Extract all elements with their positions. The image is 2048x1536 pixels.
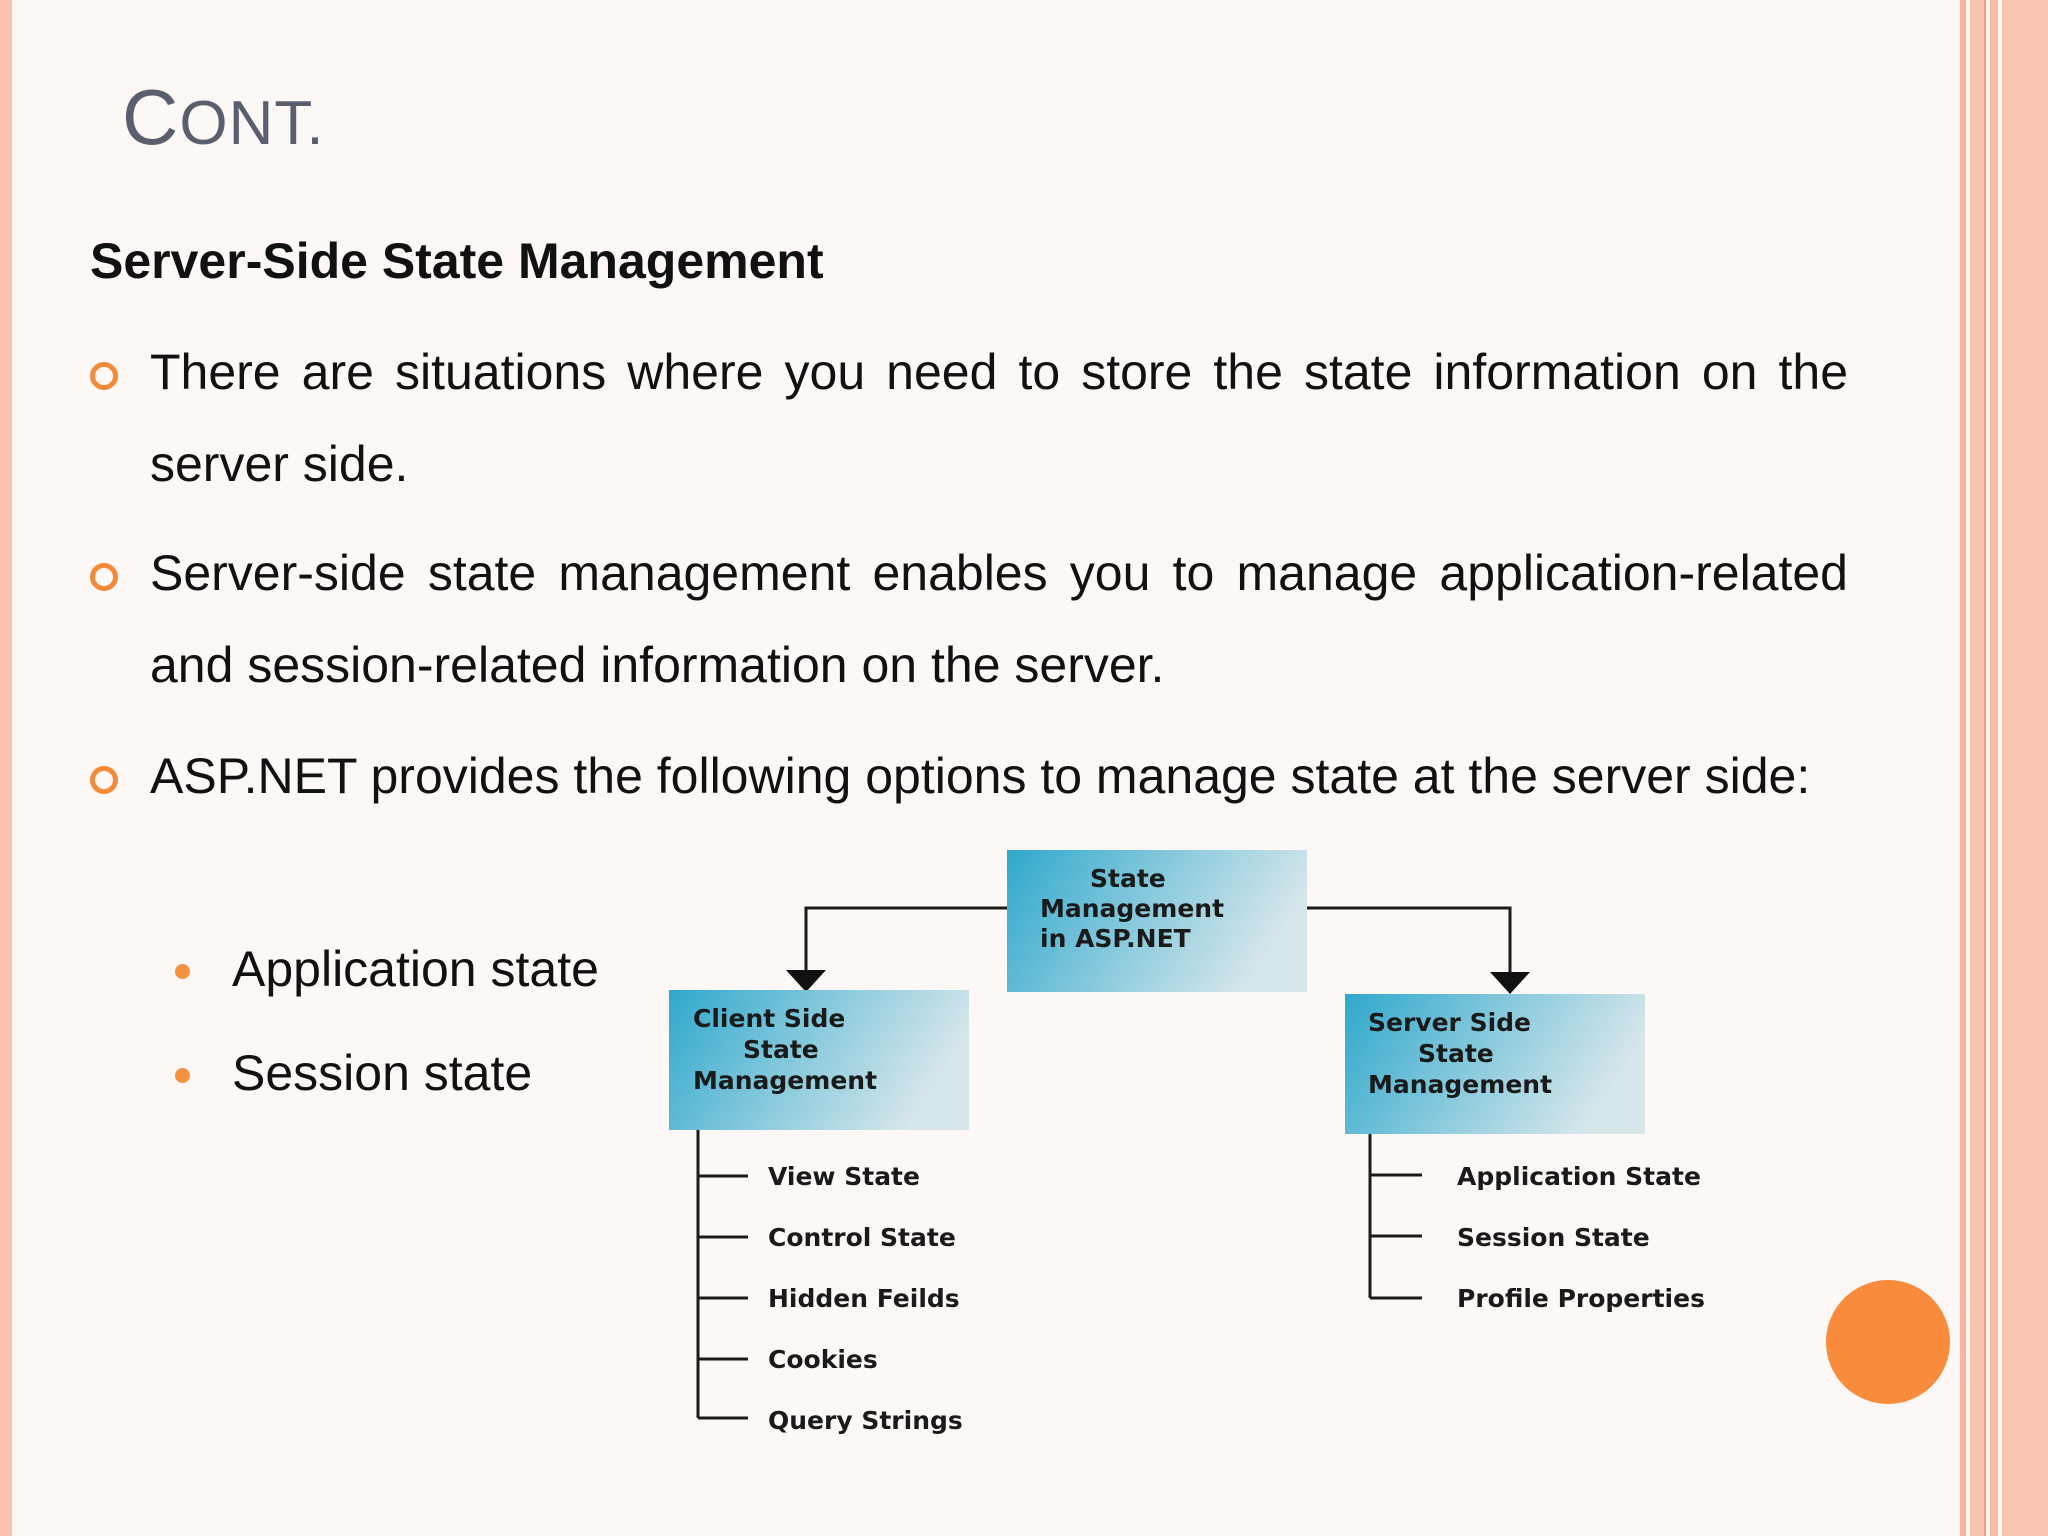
client-item-cookies: Cookies <box>768 1345 878 1374</box>
root-box <box>1007 850 1307 992</box>
server-item-session-state: Session State <box>1457 1223 1650 1252</box>
arrow-head-client <box>786 970 826 992</box>
client-box <box>669 990 969 1130</box>
arrow-head-server <box>1490 972 1530 994</box>
client-item-control-state: Control State <box>768 1223 956 1252</box>
bullet-item-2: Server-side state management enables you to manage application-related and session-related information on the server. <box>150 545 1848 693</box>
sub-bullet-application-state: Application state <box>232 941 599 997</box>
client-line-1: Client Side <box>693 1004 846 1033</box>
title-rest: ONT. <box>179 89 325 158</box>
client-item-query-strings: Query Strings <box>768 1406 963 1435</box>
server-box <box>1345 994 1645 1134</box>
section-heading: Server-Side State Management <box>90 233 824 289</box>
bullet-item-1: There are situations where you need to store the state information on the server side. <box>150 344 1848 492</box>
connector-root-to-server <box>1306 908 1510 974</box>
root-line-2: Management <box>1040 894 1225 923</box>
sub-bullet-session-state: Session state <box>232 1045 533 1101</box>
server-item-application-state: Application State <box>1457 1162 1701 1191</box>
connector-root-to-client <box>806 908 1008 972</box>
root-line-3: in ASP.NET <box>1040 924 1191 953</box>
title-initial: C <box>122 73 180 161</box>
client-item-hidden-fields: Hidden Feilds <box>768 1284 960 1313</box>
server-item-profile-properties: Profile Properties <box>1457 1284 1705 1313</box>
bullet-item-3: ASP.NET provides the following options to manage state at the server side: <box>150 748 1811 804</box>
client-line-3: Management <box>693 1066 878 1095</box>
server-line-3: Management <box>1368 1070 1553 1099</box>
client-line-2: State <box>743 1035 819 1064</box>
decorative-orange-circle <box>1826 1280 1950 1404</box>
server-line-1: Server Side <box>1368 1008 1532 1037</box>
root-line-1: State <box>1090 864 1166 893</box>
server-line-2: State <box>1418 1039 1494 1068</box>
client-item-view-state: View State <box>768 1162 920 1191</box>
